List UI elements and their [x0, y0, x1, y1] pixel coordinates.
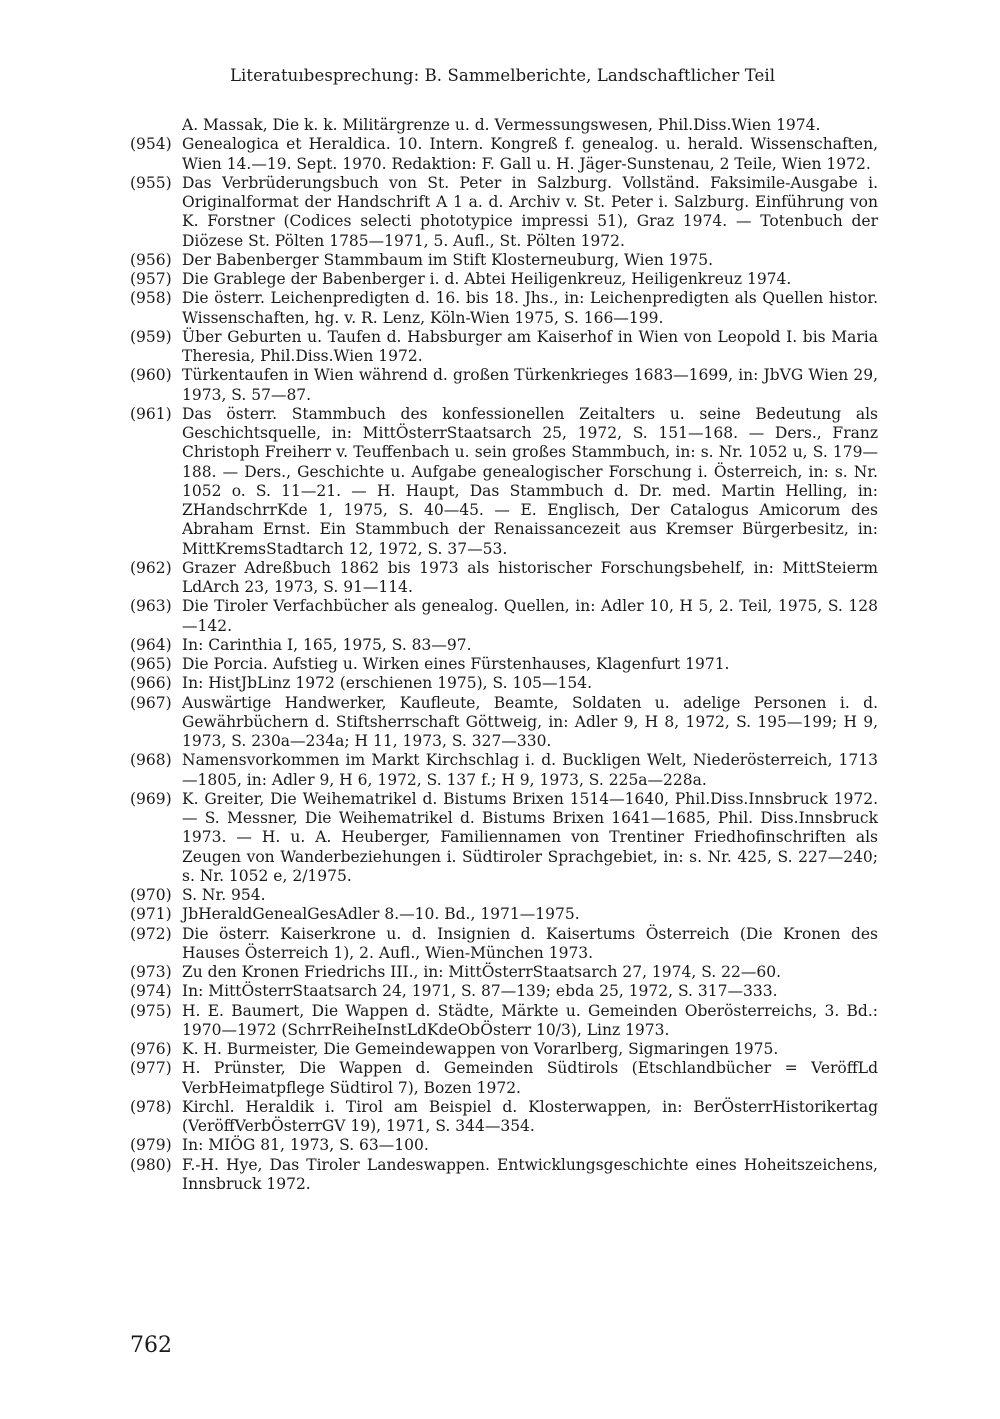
entry-number: (975) [130, 1001, 172, 1020]
entry-number: (980) [130, 1155, 172, 1174]
entry-text: Kirchl. Heraldik i. Tirol am Beispiel d. Klosterwappen, in: BerÖsterrHistorikertag (VeröffVerbÖsterrGV 19), 1971, S. 344—354. [182, 1097, 878, 1135]
bibliography-entry [130, 886, 878, 905]
entry-text: Die Grablege der Babenberger i. d. Abtei Heiligenkreuz, Heiligenkreuz 1974. [182, 270, 792, 288]
entry-text: A. Massak, Die k. k. Militärgrenze u. d. Vermessungswesen, Phil.Diss.Wien 1974. [182, 116, 821, 134]
bibliography-entry [130, 694, 878, 752]
bibliography-entry [130, 982, 878, 1001]
bibliography-entry [130, 636, 878, 655]
entry-number: (967) [130, 693, 172, 712]
bibliography-entry [130, 1098, 878, 1137]
bibliography-entry [130, 289, 878, 328]
bibliography-entry [130, 251, 878, 270]
bibliography-entry [130, 366, 878, 405]
entry-number: (978) [130, 1097, 172, 1116]
entry-text: Namensvorkommen im Markt Kirchschlag i. d. Buckligen Welt, Niederösterreich, 1713—1805, in: Adler 9, H 6, 1972, S. 137 f.; H 9, 1973, S. 225a—228a. [182, 751, 878, 789]
bibliography-entry [130, 405, 878, 559]
entry-number: (977) [130, 1059, 172, 1078]
bibliography-entry [130, 597, 878, 636]
entry-number: (974) [130, 982, 172, 1001]
entry-number: (973) [130, 963, 172, 981]
entry-number: (962) [130, 558, 172, 577]
entry-text: JbHeraldGenealGesAdler 8.—10. Bd., 1971—1975. [182, 905, 580, 924]
entry-number: (968) [130, 751, 172, 770]
entry-number: (979) [130, 1136, 172, 1155]
entry-text: K. H. Burmeister, Die Gemeindewappen von Vorarlberg, Sigmaringen 1975. [182, 1040, 779, 1058]
bibliography-entry [130, 270, 878, 289]
entry-number: (959) [130, 327, 172, 346]
entry-number: (966) [130, 674, 172, 693]
entry-text: Grazer Adreßbuch 1862 bis 1973 als historischer Forschungsbehelf, in: MittSteierm LdArch 23, 1973, S. 91—114. [182, 558, 878, 596]
entry-number: (957) [130, 270, 172, 288]
bibliography-entry [130, 116, 878, 135]
entry-text: In: MittÖsterrStaatsarch 24, 1971, S. 87—139; ebda 25, 1972, S. 317—333. [182, 982, 778, 1001]
entry-number: (960) [130, 366, 172, 385]
bibliography-entry [130, 1002, 878, 1041]
entry-text: Genealogica et Heraldica. 10. Intern. Kongreß f. genealog. u. herald. Wissenschaften, Wien 14.—19. Sept. 1970. Redaktion: F. Gall u. H. Jäger-Sunstenau, 2 Teile, Wien 1972. [182, 135, 878, 173]
bibliography-entry [130, 1040, 878, 1059]
entry-number: (972) [130, 924, 172, 943]
entry-text: Türkentaufen in Wien während d. großen Türkenkrieges 1683—1699, in: JbVG Wien 29, 1973, S. 57—87. [182, 366, 878, 404]
page-number: 762 [130, 1333, 172, 1358]
entry-text: Die Tiroler Verfachbücher als genealog. Quellen, in: Adler 10, H 5, 2. Teil, 1975, S. 128—142. [182, 597, 878, 635]
bibliography-entry [130, 674, 878, 693]
entry-text: Über Geburten u. Taufen d. Habsburger am Kaiserhof in Wien von Leopold I. bis Maria Theresia, Phil.Diss.Wien 1972. [182, 327, 878, 365]
bibliography-entry [130, 1136, 878, 1155]
entry-text: Zu den Kronen Friedrichs III., in: MittÖsterrStaatsarch 27, 1974, S. 22—60. [182, 963, 782, 981]
entry-number: (970) [130, 886, 172, 904]
entry-text: Das Verbrüderungsbuch von St. Peter in Salzburg. Vollständ. Faksimile-Ausgabe i. Originalformat der Handschrift A 1 a. d. Archiv v. St. Peter i. Salzburg. Einführung von K. Forstner (Codices selecti phototypice impressi 51), Graz 1974. — Totenbuch der Diözese St. Pölten 1785—1971, 5. Aufl., St. Pölten 1972. [182, 173, 878, 250]
bibliography-entry [130, 655, 878, 674]
entry-text: In: Carinthia I, 165, 1975, S. 83—97. [182, 635, 472, 654]
bibliography-entry [130, 751, 878, 790]
bibliography-entry [130, 135, 878, 174]
bibliography-entry [130, 1156, 878, 1195]
entry-text: In: HistJbLinz 1972 (erschienen 1975), S. 105—154. [182, 674, 593, 693]
entry-text: S. Nr. 954. [182, 886, 266, 904]
entry-text: H. E. Baumert, Die Wappen d. Städte, Märkte u. Gemeinden Oberösterreichs, 3. Bd.: 1970—1972 (SchrrReiheInstLdKdeObÖsterr 10/3), Linz 1973. [182, 1001, 878, 1039]
bibliography-entry [130, 328, 878, 367]
entry-text: Die österr. Leichenpredigten d. 16. bis 18. Jhs., in: Leichenpredigten als Quellen histor. Wissenschaften, hg. v. R. Lenz, Köln-Wien 1975, S. 166—199. [182, 289, 878, 327]
entry-number: (976) [130, 1040, 172, 1058]
bibliography-entry [130, 1059, 878, 1098]
bibliography-entry [130, 174, 878, 251]
entry-number: (964) [130, 635, 172, 654]
entry-number: (969) [130, 789, 172, 808]
entry-text: Die österr. Kaiserkrone u. d. Insignien d. Kaisertums Österreich (Die Kronen des Hauses Österreich 1), 2. Aufl., Wien-München 1973. [182, 924, 878, 962]
entry-text: Das österr. Stammbuch des konfessionellen Zeitalters u. seine Bedeutung als Geschichtsquelle, in: MittÖsterrStaatsarch 25, 1972, S. 151—168. — Ders., Franz Christoph Freiherr v. Teuffenbach u. sein großes Stammbuch, in: s. Nr. 1052 u, S. 179—188. — Ders., Geschichte u. Aufgabe genealogischer Forschung i. Österreich, in: s. Nr. 1052 o. S. 11—21. — H. Haupt, Das Stammbuch d. Dr. med. Martin Helling, in: ZHandschrrKde 1, 1975, S. 40—45. — E. Englisch, Der Catalogus Amicorum des Abraham Ernst. Ein Stammbuch der Renaissancezeit aus Kremser Bürgerbesitz, in: MittKremsStadtarch 12, 1972, S. 37—53. [182, 404, 878, 558]
entry-number: (956) [130, 250, 172, 269]
bibliography-entry [130, 905, 878, 924]
entry-number: (955) [130, 173, 172, 192]
entry-text: Die Porcia. Aufstieg u. Wirken eines Fürstenhauses, Klagenfurt 1971. [182, 655, 730, 673]
bibliography-entry [130, 559, 878, 598]
entry-text: Der Babenberger Stammbaum im Stift Klosterneuburg, Wien 1975. [182, 250, 714, 269]
entry-text: F.-H. Hye, Das Tiroler Landeswappen. Entwicklungsgeschichte eines Hoheitszeichens, Innsbruck 1972. [182, 1155, 878, 1193]
entry-text: K. Greiter, Die Weihematrikel d. Bistums Brixen 1514—1640, Phil.Diss.Innsbruck 1972. — S. Messner, Die Weihematrikel d. Bistums Brixen 1641—1685, Phil. Diss.Innsbruck 1973. — H. u. A. Heuberger, Familiennamen von Trentiner Friedhofinschriften als Zeugen von Wanderbeziehungen i. Südtiroler Sprachgebiet, in: s. Nr. 425, S. 227—240; s. Nr. 1052 e, 2/1975. [182, 789, 878, 885]
entry-number: (961) [130, 404, 172, 423]
bibliography-list [130, 116, 878, 1194]
entry-number: (954) [130, 135, 172, 154]
running-header: Literatuıbesprechung: B. Sammelberichte, Landschaftlicher Teil [230, 66, 776, 85]
entry-number: (963) [130, 597, 172, 616]
entry-text: In: MIÖG 81, 1973, S. 63—100. [182, 1136, 429, 1155]
entry-number [130, 116, 182, 135]
entry-text: Auswärtige Handwerker, Kaufleute, Beamte, Soldaten u. adelige Personen i. d. Gewährbüchern d. Stiftsherrschaft Göttweig, in: Adler 9, H 8, 1972, S. 195—199; H 9, 1973, S. 230a—234a; H 11, 1973, S. 327—330. [182, 693, 878, 750]
entry-number: (965) [130, 655, 172, 673]
bibliography-entry [130, 790, 878, 886]
bibliography-entry [130, 963, 878, 982]
entry-text: H. Prünster, Die Wappen d. Gemeinden Südtirols (Etschlandbücher = VeröffLd VerbHeimatpflege Südtirol 7), Bozen 1972. [182, 1059, 878, 1097]
entry-number: (971) [130, 905, 172, 924]
entry-number: (958) [130, 289, 172, 308]
bibliography-entry [130, 925, 878, 964]
